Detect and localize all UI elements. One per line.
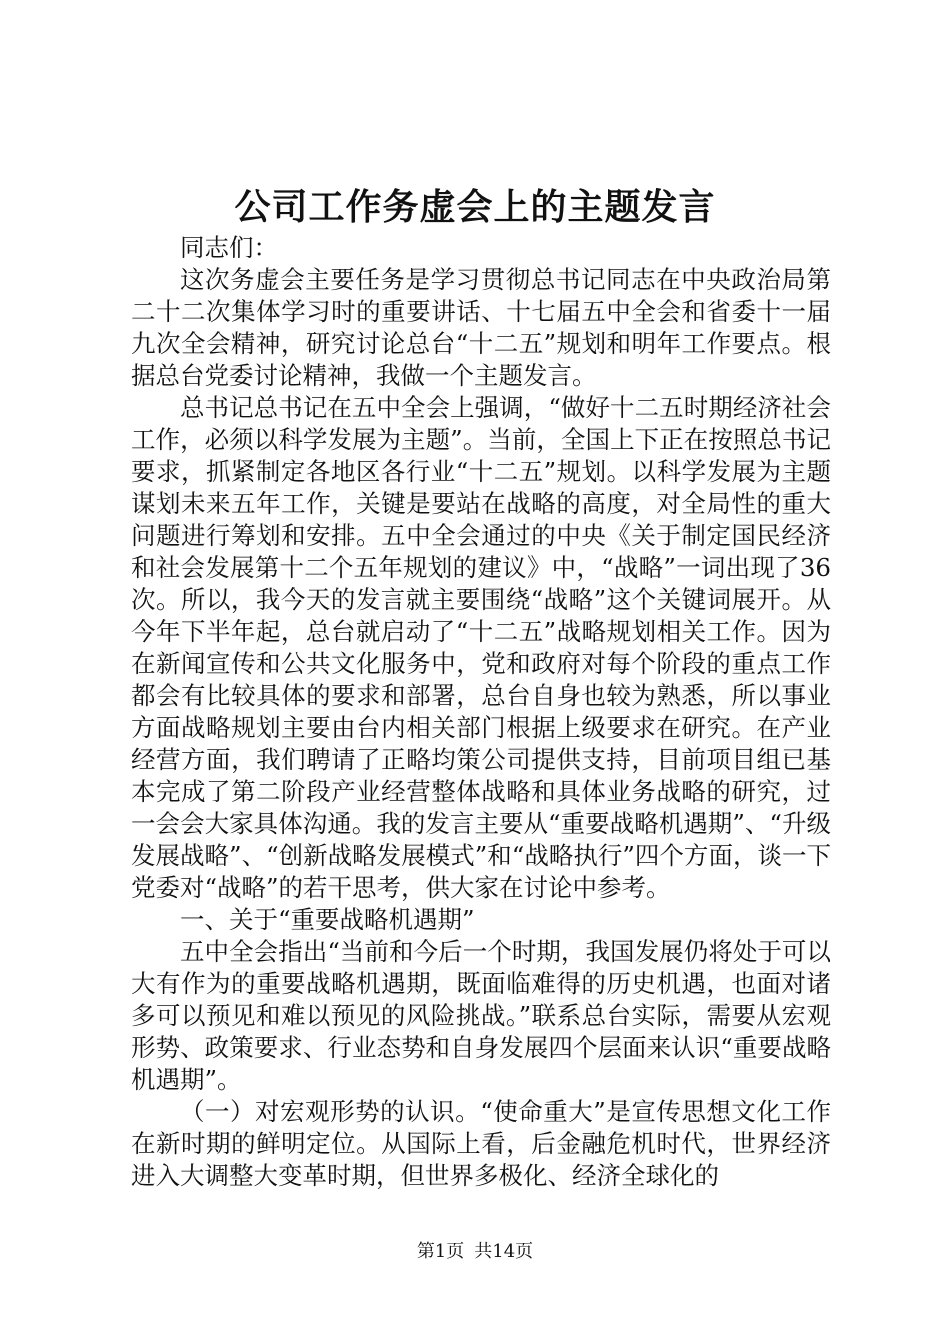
page-footer: [0, 1240, 950, 1264]
page-number: 第1页: [416, 1241, 465, 1262]
paragraph-macro: （一）对宏观形势的认识。“使命重大”是宣传思想文化工作在新时期的鲜明定位。从国际上看，后金融危机时代，世界经济进入大调整大变革时期，但世界多极化、经济全球化的: [131, 1097, 831, 1190]
paragraph-strategy: 总书记总书记在五中全会上强调，“做好十二五时期经济社会工作，必须以科学发展为主题”。当前，全国上下正在按照总书记要求，抓紧制定各地区各行业“十二五”规划。以科学发展为主题谋划未来五年工作，关键是要站在战略的高度，对全局性的重大问题进行筹划和安排。五中全会通过的中央《关于制定国民经济和社会发展第十二个五年规划的建议》中，“战略”一词出现了36次。所以，我今天的发言就主要围绕“战略”这个关键词展开。从今年下半年起，总台就启动了“十二五”战略规划相关工作。因为在新闻宣传和公共文化服务中，党和政府对每个阶段的重点工作都会有比较具体的要求和部署，总台自身也较为熟悉，所以事业方面战略规划主要由台内相关部门根据上级要求在研究。在产业经营方面，我们聘请了正略均策公司提供支持，目前项目组已基本完成了第二阶段产业经营整体战略和具体业务战略的研究，过一会会大家具体沟通。我的发言主要从“重要战略机遇期”、“升级发展战略”、“创新战略发展模式”和“战略执行”四个方面，谈一下党委对“战略”的若干思考，供大家在讨论中参考。: [131, 393, 831, 902]
document-title: 公司工作务虚会上的主题发言: [234, 186, 716, 228]
document-body: [131, 232, 831, 1192]
section-heading-1: 一、关于“重要战略机遇期”: [180, 905, 475, 934]
page-total: 共14页: [474, 1241, 534, 1262]
paragraph-salutation: 同志们：: [180, 233, 278, 262]
paragraph-intro: 这次务虚会主要任务是学习贯彻总书记同志在中央政治局第二十二次集体学习时的重要讲话、十七届五中全会和省委十一届九次全会精神，研究讨论总台“十二五”规划和明年工作要点。根据总台党委讨论精神，我做一个主题发言。: [131, 265, 831, 390]
paragraph-opportunity: 五中全会指出“当前和今后一个时期，我国发展仍将处于可以大有作为的重要战略机遇期，既面临难得的历史机遇，也面对诸多可以预见和难以预见的风险挑战。”联系总台实际，需要从宏观形势、政策要求、行业态势和自身发展四个层面来认识“重要战略机遇期”。: [131, 937, 831, 1094]
